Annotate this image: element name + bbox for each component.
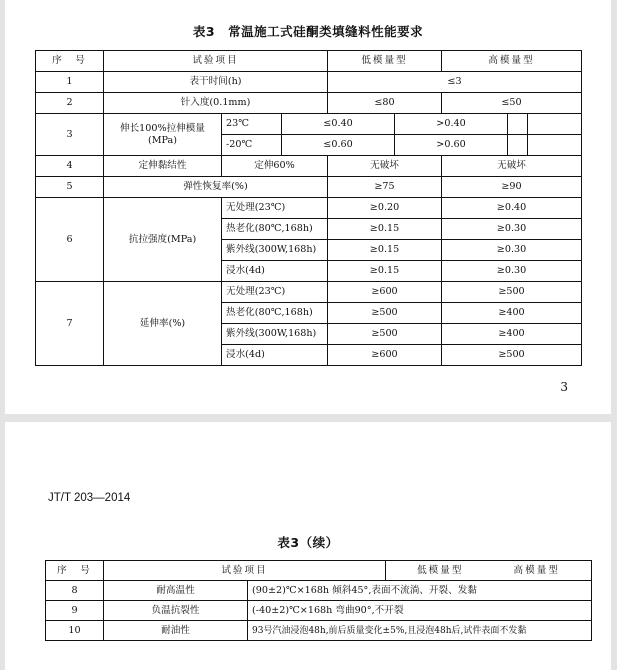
row-high: ≥400 xyxy=(442,324,582,345)
row-low: 无破坏 xyxy=(328,156,442,177)
properties-table xyxy=(35,50,582,366)
row-seq: 10 xyxy=(46,621,104,641)
row-seq: 4 xyxy=(36,156,104,177)
row-sub: 热老化(80℃,168h) xyxy=(222,303,328,324)
row-sub: 热老化(80℃,168h) xyxy=(222,219,328,240)
header-item: 试验项目 xyxy=(104,561,386,581)
row-low: ≤0.40 xyxy=(282,114,395,135)
row-high: 无破坏 xyxy=(442,156,582,177)
row-item: 耐油性 xyxy=(104,621,248,641)
row-seq: 1 xyxy=(36,72,104,93)
row-high: ≥400 xyxy=(442,303,582,324)
empty-cell xyxy=(528,114,582,135)
table-row xyxy=(36,72,582,93)
row-item: 表干时间(h) xyxy=(104,72,328,93)
table-header-row xyxy=(46,561,592,581)
table-row xyxy=(36,198,582,219)
table-row xyxy=(36,282,582,303)
row-seq: 8 xyxy=(46,581,104,601)
properties-table-continued xyxy=(45,560,592,641)
row-seq: 7 xyxy=(36,282,104,366)
header-seq: 序 号 xyxy=(36,51,104,72)
row-sub: 无处理(23℃) xyxy=(222,282,328,303)
page-number: 3 xyxy=(560,380,568,394)
table-row xyxy=(46,621,592,641)
row-high: >0.40 xyxy=(395,114,508,135)
standard-code: JT/T 203—2014 xyxy=(48,492,131,504)
row-low: ≥75 xyxy=(328,177,442,198)
row-value: ≤3 xyxy=(328,72,582,93)
header-high: 高模量型 xyxy=(442,51,582,72)
row-sub: 浸水(4d) xyxy=(222,345,328,366)
row-item: 耐高温性 xyxy=(104,581,248,601)
row-low: ≥500 xyxy=(328,303,442,324)
empty-cell xyxy=(508,135,528,156)
row-seq: 2 xyxy=(36,93,104,114)
row-high: ≥0.30 xyxy=(442,219,582,240)
row-item: 针入度(0.1mm) xyxy=(104,93,328,114)
row-high: ≥0.40 xyxy=(442,198,582,219)
row-low: ≥0.15 xyxy=(328,240,442,261)
row-high: ≥500 xyxy=(442,345,582,366)
row-item: 负温抗裂性 xyxy=(104,601,248,621)
row-seq: 9 xyxy=(46,601,104,621)
row-low: ≥600 xyxy=(328,282,442,303)
header-low: 低模量型 xyxy=(328,51,442,72)
table-row xyxy=(36,114,582,135)
empty-cell xyxy=(528,135,582,156)
row-item: 伸长100%拉伸模量(MPa) xyxy=(104,114,222,156)
header-high: 高模量型 xyxy=(513,564,560,576)
row-low: ≤0.60 xyxy=(282,135,395,156)
row-sub: 浸水(4d) xyxy=(222,261,328,282)
row-value: (90±2)℃×168h 倾斜45°,表面不流淌、开裂、发黏 xyxy=(248,581,592,601)
table-title: 表3 常温施工式硅酮类填缝料性能要求 xyxy=(192,24,424,39)
row-high: ≤50 xyxy=(442,93,582,114)
document-page-2 xyxy=(5,422,611,670)
table-header-row xyxy=(36,51,582,72)
table-title-continued: 表3（续） xyxy=(277,535,339,550)
row-item: 定伸黏结性 xyxy=(104,156,222,177)
row-high: ≥0.30 xyxy=(442,261,582,282)
row-low: ≥600 xyxy=(328,345,442,366)
row-item: 延伸率(%) xyxy=(104,282,222,366)
row-high: ≥0.30 xyxy=(442,240,582,261)
empty-cell xyxy=(508,114,528,135)
row-low: ≤80 xyxy=(328,93,442,114)
row-low: ≥0.15 xyxy=(328,261,442,282)
table-row xyxy=(36,93,582,114)
table-row xyxy=(36,156,582,177)
row-sub: 无处理(23℃) xyxy=(222,198,328,219)
row-low: ≥500 xyxy=(328,324,442,345)
row-seq: 5 xyxy=(36,177,104,198)
header-seq: 序 号 xyxy=(46,561,104,581)
row-low: ≥0.20 xyxy=(328,198,442,219)
header-low: 低模量型 xyxy=(417,564,464,576)
row-value: (-40±2)℃×168h 弯曲90°,不开裂 xyxy=(248,601,592,621)
row-sub: 23℃ xyxy=(222,114,282,135)
row-seq: 6 xyxy=(36,198,104,282)
row-high: >0.60 xyxy=(395,135,508,156)
table-row xyxy=(36,177,582,198)
table-row xyxy=(46,581,592,601)
row-seq: 3 xyxy=(36,114,104,156)
row-high: ≥90 xyxy=(442,177,582,198)
row-item: 弹性恢复率(%) xyxy=(104,177,328,198)
header-item: 试验项目 xyxy=(104,51,328,72)
row-item: 抗拉强度(MPa) xyxy=(104,198,222,282)
row-sub: 定伸60% xyxy=(222,156,328,177)
row-value: 93号汽油浸泡48h,前后质量变化±5%,且浸泡48h后,试件表面不发黏 xyxy=(248,621,592,641)
row-sub: 紫外线(300W,168h) xyxy=(222,240,328,261)
document-page-1 xyxy=(5,0,611,414)
header-modulus xyxy=(386,561,592,581)
row-high: ≥500 xyxy=(442,282,582,303)
row-sub: -20℃ xyxy=(222,135,282,156)
table-row xyxy=(46,601,592,621)
row-low: ≥0.15 xyxy=(328,219,442,240)
row-sub: 紫外线(300W,168h) xyxy=(222,324,328,345)
